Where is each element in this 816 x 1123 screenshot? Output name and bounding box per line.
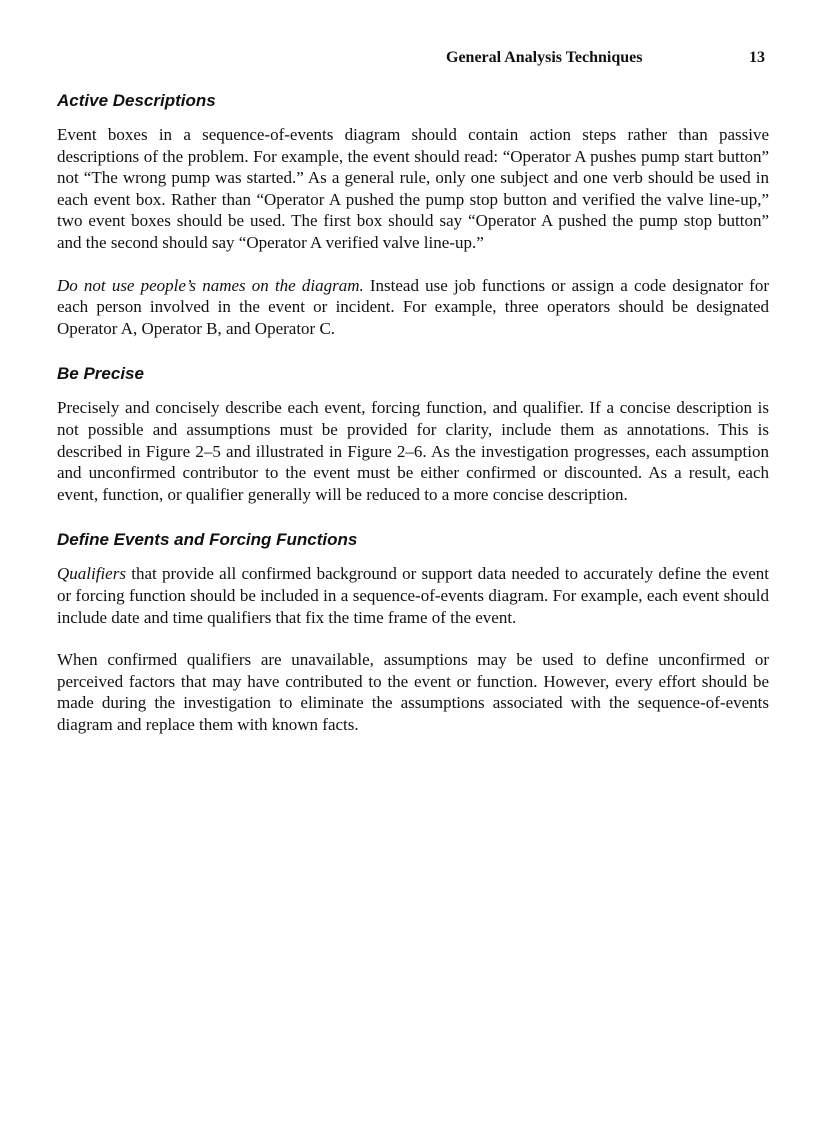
section-heading: Define Events and Forcing Functions [57,530,358,550]
running-header [0,49,816,71]
section-heading: Be Precise [57,364,144,384]
section-active-descriptions [57,90,769,339]
page-number: 13 [749,49,765,66]
section-heading: Active Descriptions [57,91,216,110]
paragraph [57,649,769,735]
paragraph-text: When confirmed qualifiers are unavailable, assumptions may be used to define unconfirmed or perceived factors that may have contributed to the event or function. However, every effort should be made during the investigation to eliminate the assumptions associated with the sequence-of-events diagram and replace them with known facts. [57,650,769,734]
paragraph [57,563,769,628]
paragraph [57,124,769,254]
paragraph-text: Instead use job functions or assign a code designator for each person involved in the event or incident. For example, three operators should be designated Operator A, Operator B, and Operator C. [57,275,769,338]
paragraph-text: Precisely and concisely describe each event, forcing function, and qualifier. If a concise description is not possible and assumptions must be provided for clarity, include them as annotations. This is described in Figure 2–5 and illustrated in Figure 2–6. As the investigation progresses, each assumption and unconfirmed contributor to the event must be either confirmed or discounted. As a result, each event, function, or qualifier generally will be reduced to a more concise description. [57,398,769,504]
paragraph-lead: Do not use people’s names on the diagram. [57,275,364,295]
paragraph [57,275,769,340]
paragraph-text: Event boxes in a sequence-of-events diagram should contain action steps rather than passive descriptions of the problem. For example, the event should read: “Operator A pushes pump start button” not “The wrong pump was started.” As a general rule, only one subject and one verb should be used in each event box. Rather than “Operator A pushed the pump stop button and verified the valve line-up,” two event boxes should be used. The first box should say “Operator A pushed the pump stop button” and the second should say “Operator A verified valve line-up.” [57,125,769,252]
paragraph [57,397,769,505]
paragraph-lead: Qualifiers [57,564,126,584]
page-body [57,90,769,756]
running-header-title: General Analysis Techniques [446,49,643,66]
section-define-events [57,529,769,735]
paragraph-text: that provide all confirmed background or support data needed to accurately define the event or forcing function should be included in a sequence-of-events diagram. For example, each event should include date and time qualifiers that fix the time frame of the event. [57,564,769,627]
section-be-precise [57,363,769,505]
